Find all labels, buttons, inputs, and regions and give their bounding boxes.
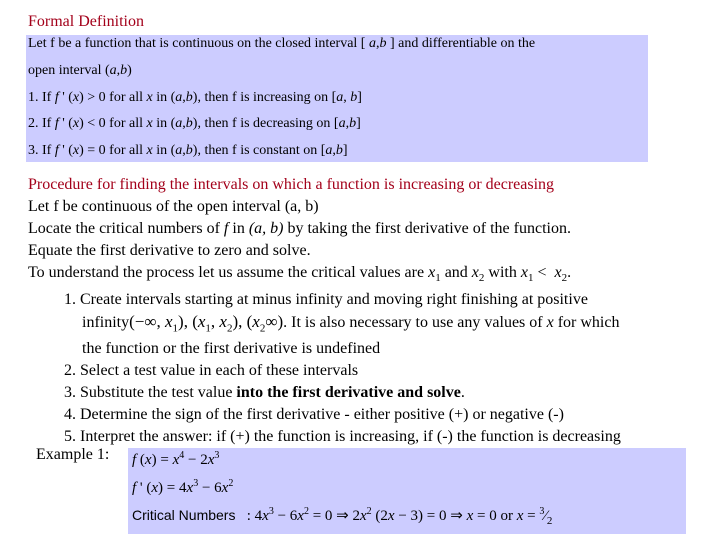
procedure-steps: [28, 289, 708, 447]
procedure-step-2: 2. Select a test value in each of these intervals: [64, 361, 359, 379]
definition-box: [26, 35, 648, 162]
procedure-section: [28, 174, 708, 448]
procedure-step-4: 4. Determine the sign of the first derivative - either positive (+) or negative (-): [64, 405, 564, 423]
step-1-line-3: the function or the first derivative is undefined: [82, 339, 381, 357]
example-critical-numbers: Critical Numbers : $4x^3 - 6x^2 = 0$ ⇒ $2x^2$ (2x − 3) = 0 ⇒ x = 0 or $x = ^3⁄_2$: [132, 506, 553, 527]
formal-definition-title: Formal Definition: [28, 13, 144, 30]
procedure-step-3: 3. Substitute the test value into the first derivative and solve.: [64, 383, 465, 401]
step-1-line-2: infinity(−∞, $x_1$), ($x_1$, $x_2$), $(x_2\infty)$. It is also necessary to use any values of x for which: [82, 312, 620, 335]
procedure-line: To understand the process let us assume the critical values are $x_1$ and $x_2$ with $x_1 < x_2$.: [28, 264, 572, 285]
definition-intro-line-1: Let f be a function that is continuous on the closed interval [ a,b ] and differentiable on the: [28, 36, 536, 51]
fraction-three-halves: $^3⁄_2$: [539, 506, 553, 527]
definition-rule-3: 3. If f ' (x) = 0 for all x in (a,b), then f is constant on [a,b]: [28, 143, 348, 158]
procedure-line: Locate the critical numbers of f in (a, b) by taking the first derivative of the function.: [28, 220, 571, 237]
procedure-title: Procedure for finding the intervals on which a function is increasing or decreasing: [28, 176, 555, 193]
procedure-step-1: [28, 289, 708, 359]
example-function: f $(x) = x^4 - 2x^3$: [132, 450, 220, 468]
definition-rule-1: 1. If f ' (x) > 0 for all x in (a,b), then f is increasing on [a, b]: [28, 90, 362, 105]
definition-intro-line-2: open interval (a,b): [28, 63, 132, 78]
example-label: Example 1:: [36, 446, 110, 463]
procedure-line: Equate the first derivative to zero and solve.: [28, 242, 311, 259]
step-1-line-1: 1. Create intervals starting at minus infinity and moving right finishing at positive: [64, 291, 588, 309]
definition-rule-2: 2. If f ' (x) < 0 for all x in (a,b), then f is decreasing on [a,b]: [28, 116, 361, 131]
example-box: [128, 448, 686, 534]
procedure-step-5: 5. Interpret the answer: if (+) the function is increasing, if (-) the function is decreasing: [64, 427, 621, 445]
procedure-line: Let f be continuous of the open interval (a, b): [28, 198, 319, 215]
example-derivative: f ' $(x) = 4x^3 - 6x^2$: [132, 478, 234, 496]
critical-numbers-label: Critical Numbers: [132, 507, 236, 523]
